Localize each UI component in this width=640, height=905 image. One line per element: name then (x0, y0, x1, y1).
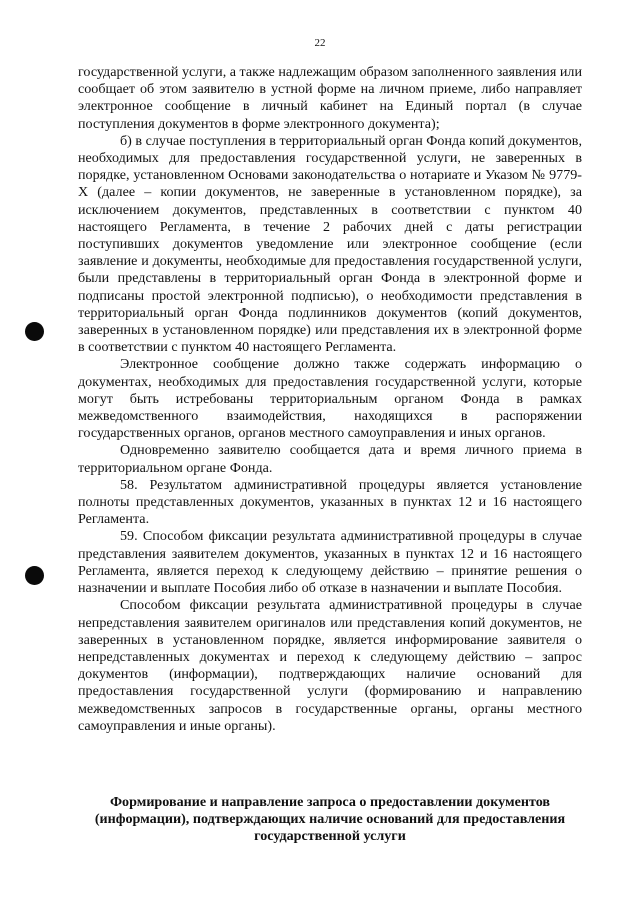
paragraph-subitem-b: б) в случае поступления в территориальный орган Фонда копий документов, необходимых для предоставления государственной услуги, не заверенных в порядке, установленном Основами законодательства о нотариате и Указом № 9779-Х (далее – копии документов, не заверенные в установленном порядке), за исключением документов, представленных в соответствии с пунктом 40 настоящего Регламента, в течение 2 рабочих дней с даты регистрации поступивших документов уведомление или электронное сообщение (если заявление и документы, необходимые для предоставления государственной услуги, были представлены в территориальный орган Фонда в электронной форме и подписаны простой электронной подписью), о необходимости представления в территориальный орган Фонда подлинников документов (копий документов, заверенных в установленном порядке) или представления их в электронной форме в соответствии с пунктом 40 настоящего Регламента. (78, 132, 582, 356)
document-body (78, 64, 582, 735)
section-heading: Формирование и направление запроса о предоставлении документов (информации), подтверждающих наличие оснований для предоставления государственной услуги (94, 794, 566, 845)
paragraph-58: 58. Результатом административной процедуры является установление полноты представленных документов, указанных в пунктах 12 и 16 настоящего Регламента. (78, 476, 582, 528)
punch-hole-icon (25, 322, 44, 341)
paragraph-fixation: Способом фиксации результата административной процедуры в случае непредставления заявителем оригиналов или представления копий документов, не заверенных в установленном порядке, является информирование заявителя о непредставленных документах и переход к следующему действию – запрос документов (информации), подтверждающих наличие оснований для предоставления государственной услуги (формированию и направлению межведомственных запросов в государственные органы, органы местного самоуправления и иные органы). (78, 597, 582, 734)
paragraph-appointment: Одновременно заявителю сообщается дата и время личного приема в территориальном органе Фонда. (78, 442, 582, 476)
page-number: 22 (314, 37, 326, 49)
paragraph-59: 59. Способом фиксации результата административной процедуры в случае представления заявителем документов, указанных в пунктах 12 и 16 настоящего Регламента, является переход к следующему действию – принятие решения о назначении и выплате Пособия либо об отказе в назначении и выплате Пособия. (78, 528, 582, 597)
paragraph-electronic-message: Электронное сообщение должно также содержать информацию о документах, необходимых для предоставления государственной услуги, которые могут быть истребованы территориальным органом Фонда в рамках межведомственного взаимодействия, находящихся в распоряжении государственных органов, органов местного самоуправления и иных органов. (78, 356, 582, 442)
paragraph-continuation: государственной услуги, а также надлежащим образом заполненного заявления или сообщает об этом заявителю в устной форме на личном приеме, либо направляет электронное сообщение в личный кабинет на Единый портал (в случае поступления документов в форме электронного документа); (78, 64, 582, 132)
punch-hole-icon (25, 566, 44, 585)
